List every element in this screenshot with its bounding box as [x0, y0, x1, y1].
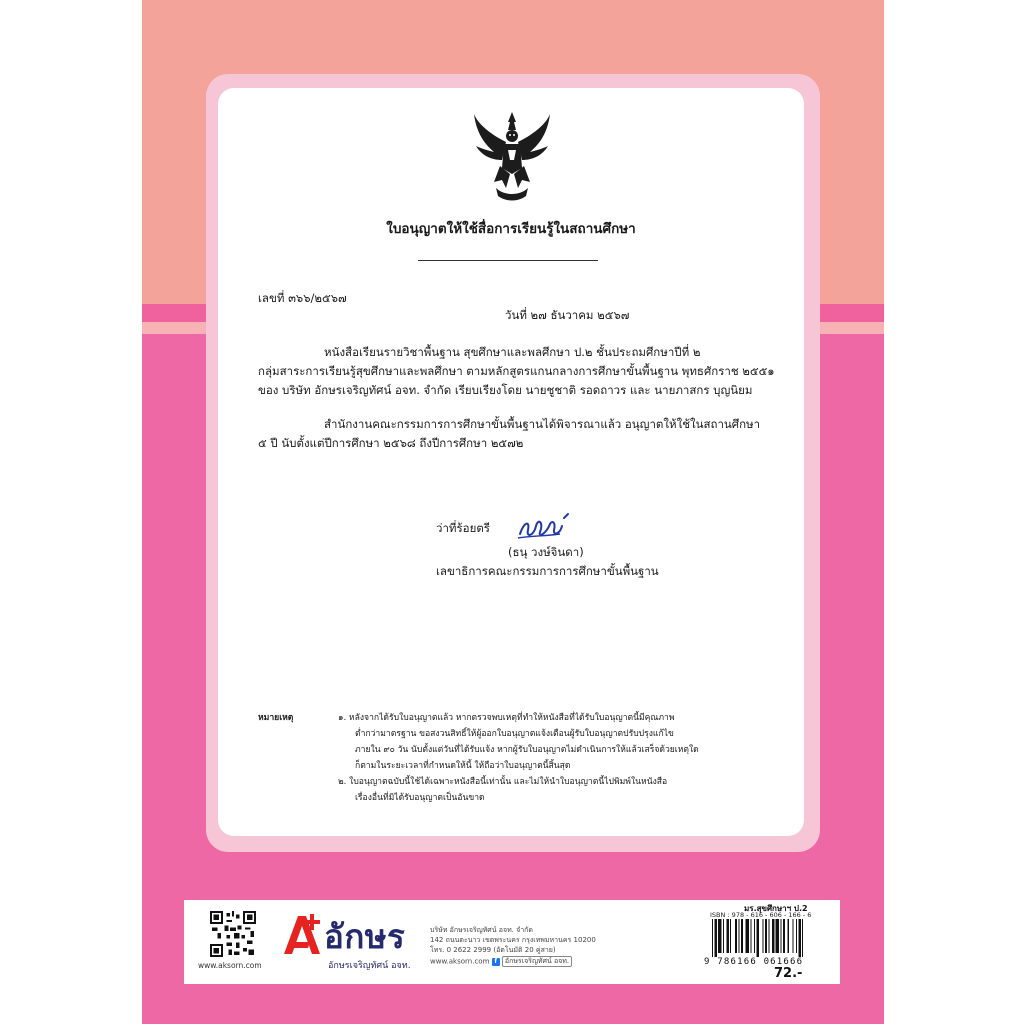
certificate-date: วันที่ ๒๗ ธันวาคม ๒๕๖๗: [505, 308, 630, 322]
isbn: ISBN : 978 - 616 - 606 - 166 - 6: [710, 911, 812, 919]
note-line: ต่ำกว่ามาตรฐาน ขอสงวนสิทธิ์ให้ผู้ออกใบอนุญาตแจ้งเตือนผู้รับใบอนุญาตปรับปรุงแก้ไข: [355, 729, 674, 739]
company-website[interactable]: www.aksorn.com: [430, 957, 490, 966]
facebook-icon[interactable]: f: [492, 958, 500, 966]
company-phone: โทร. 0 2622 2999 (อัตโนมัติ 20 คู่สาย): [430, 946, 556, 954]
garuda-emblem-icon: [470, 108, 554, 204]
body-line: หนังสือเรียนรายวิชาพื้นฐาน สุขศึกษาและพลศึกษา ป.๒ ชั้นประถมศึกษาปีที่ ๒: [324, 345, 701, 359]
certificate-paper: [218, 88, 804, 836]
certificate-title: ใบอนุญาตให้ใช้สื่อการเรียนรู้ในสถานศึกษา: [386, 221, 636, 237]
body-line: ๕ ปี นับตั้งแต่ปีการศึกษา ๒๕๖๘ ถึงปีการศึกษา ๒๕๗๒: [258, 436, 524, 450]
title-divider: [418, 260, 598, 261]
company-address: 142 ถนนตะนาว เขตพระนคร กรุงเทพมหานคร 10200: [430, 936, 596, 944]
signer-title-prefix: ว่าที่ร้อยตรี: [436, 521, 490, 535]
body-line: สำนักงานคณะกรรมการการศึกษาขั้นพื้นฐานได้พิจารณาแล้ว อนุญาตให้ใช้ในสถานศึกษา: [324, 417, 761, 431]
note-line: ก็ตามในระยะเวลาที่กำหนดให้นี้ ให้ถือว่าใบอนุญาตนี้สิ้นสุด: [355, 761, 571, 771]
note-line: เรื่องอื่นที่มิได้รับอนุญาตเป็นอันขาด: [355, 793, 485, 803]
brand-subtitle: อักษรเจริญทัศน์ อจท.: [328, 961, 411, 971]
note-line: ภายใน ๙๐ วัน นับตั้งแต่วันที่ได้รับแจ้ง หากผู้รับใบอนุญาตไม่ดำเนินการให้แล้วเสร็จด้วยเหตุใด: [355, 745, 699, 755]
price: 72.-: [774, 966, 803, 981]
note-line: ๑. หลังจากได้รับใบอนุญาตแล้ว หากตรวจพบเหตุที่ทำให้หนังสือที่ได้รับใบอนุญาตนี้มีคุณภาพ: [338, 713, 675, 723]
note-line: ๒. ใบอนุญาตฉบับนี้ใช้ได้เฉพาะหนังสือนี้เท่านั้น และไม่ให้นำใบอนุญาตนี้ไปพิมพ์ในหนังสือ: [338, 777, 668, 787]
company-web-line: [430, 956, 572, 967]
facebook-page-name[interactable]: อักษรเจริญทัศน์ อจท.: [502, 956, 572, 967]
publisher-footer: [184, 900, 840, 984]
book-code: มร.สุขศึกษาฯ ป.2: [744, 904, 808, 913]
aksorn-logo-icon: [280, 912, 326, 956]
signer-name: (ธนุ วงษ์จินดา): [508, 545, 584, 559]
signer-position: เลขาธิการคณะกรรมการการศึกษาขั้นพื้นฐาน: [436, 564, 659, 578]
brand-name: อักษร: [324, 918, 406, 955]
body-line: ของ บริษัท อักษรเจริญทัศน์ อจท. จำกัด เรียบเรียงโดย นายชูชาติ รอดถาวร และ นายภาสกร บุญนิยม: [258, 383, 753, 397]
barcode-digits: 9 786166 061666: [704, 957, 804, 967]
barcode-icon: [708, 919, 826, 957]
qr-code-icon[interactable]: [210, 911, 256, 957]
certificate-number: เลขที่ ๓๖๖/๒๕๖๗: [258, 291, 347, 305]
company-name: บริษัท อักษรเจริญทัศน์ อจท. จำกัด: [430, 926, 533, 934]
website-label: www.aksorn.com: [198, 961, 262, 970]
body-line: กลุ่มสาระการเรียนรู้สุขศึกษาและพลศึกษา ตามหลักสูตรแกนกลางการศึกษาขั้นพื้นฐาน พุทธศักราช ๒๕๕๑: [258, 364, 775, 378]
notes-label: หมายเหตุ: [258, 713, 294, 723]
signature-icon: [516, 512, 574, 542]
book-back-cover: [142, 0, 884, 1024]
